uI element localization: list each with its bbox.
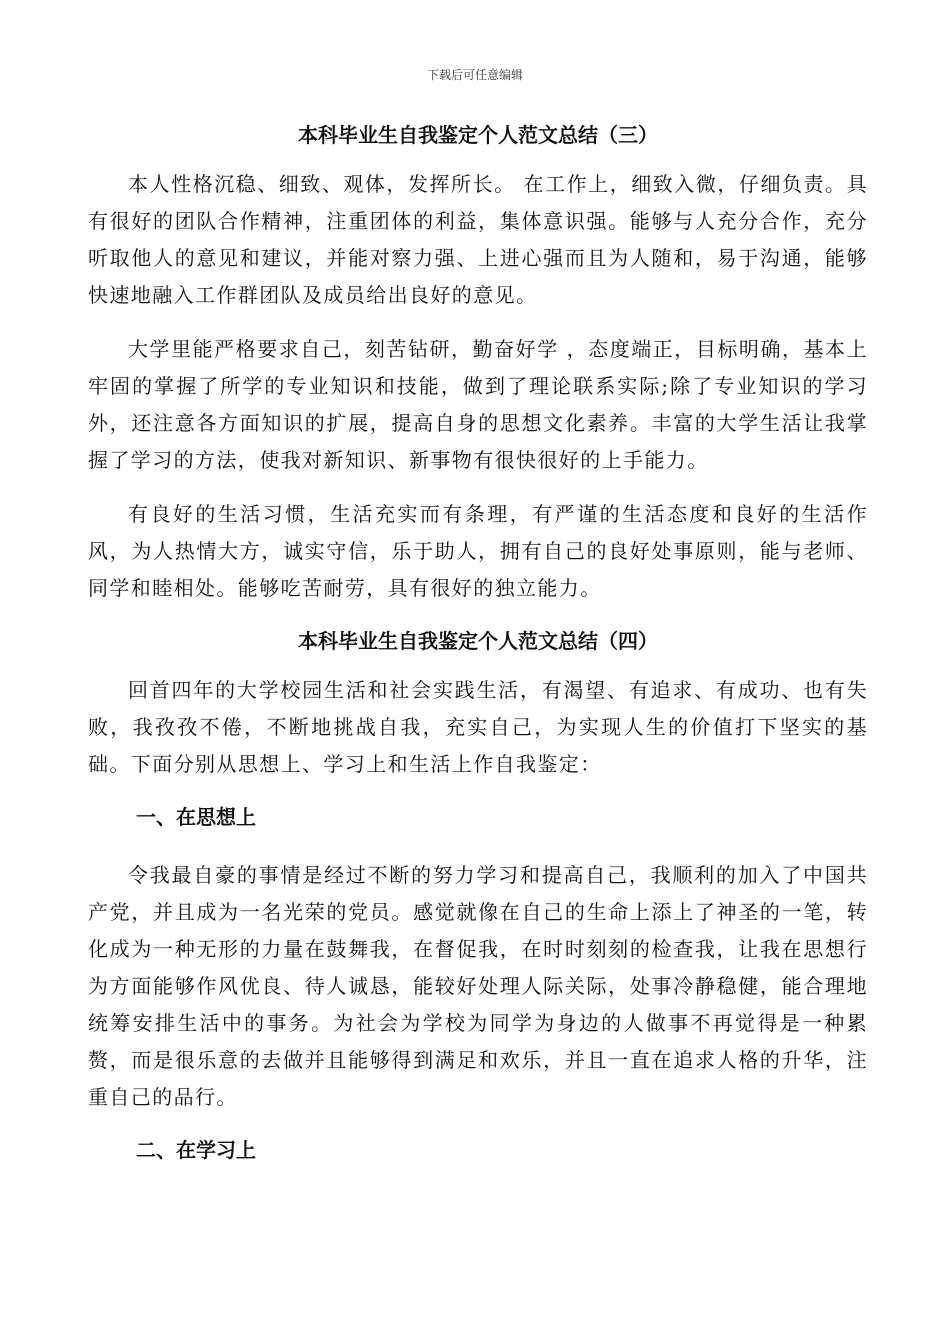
- paragraph: 回首四年的大学校园生活和社会实践生活，有渴望、有追求、有成功、也有失败，我孜孜不倦，不断地挑战自我，充实自己，为实现人生的价值打下坚实的基础。下面分别从思想上、学习上和生活上作自我鉴定：: [88, 678, 868, 776]
- paragraph: 令我最自豪的事情是经过不断的努力学习和提高自己，我顺利的加入了中国共产党，并且成为一名光荣的党员。感觉就像在自己的生命上添上了神圣的一笔，转化成为一种无形的力量在鼓舞我，在督促我，在时时刻刻的检查我，让我在思想行为方面能够作风优良、待人诚恳，能较好处理人际关际，处事冷静稳健，能合理地统筹安排生活中的事务。为社会为学校为同学为身边的人做事不再觉得是一种累赘，而是很乐意的去做并且能够得到满足和欢乐，并且一直在追求人格的升华，注重自己的品行。: [88, 863, 868, 1109]
- paragraph: 大学里能严格要求自己，刻苦钻研，勤奋好学 ，态度端正，目标明确，基本上牢固的掌握了所学的专业知识和技能，做到了理论联系实际;除了专业知识的学习外，还注意各方面知识的扩展，提高自身的思想文化素养。丰富的大学生活让我掌握了学习的方法，使我对新知识、新事物有很快很好的上手能力。: [88, 337, 868, 472]
- header-note: 下载后可任意编辑: [426, 68, 523, 82]
- paragraph: 本人性格沉稳、细致、观体，发挥所长。 在工作上，细致入微，仔细负责。具有很好的团队合作精神，注重团体的利益，集体意识强。能够与人充分合作，充分听取他人的意见和建议，并能对察力强、上进心强而且为人随和，易于沟通，能够快速地融入工作群团队及成员给出良好的意见。: [88, 172, 868, 307]
- section-title-3: 本科毕业生自我鉴定个人范文总结（三）: [298, 123, 658, 147]
- subheading-study: 二、在学习上: [136, 1138, 256, 1162]
- paragraph: 有良好的生活习惯，生活充实而有条理，有严谨的生活态度和良好的生活作风，为人热情大方，诚实守信，乐于助人，拥有自己的良好处事原则，能与老师、同学和睦相处。能够吃苦耐劳，具有很好的独立能力。: [88, 502, 868, 600]
- document-content: [88, 118, 868, 1190]
- section-title-4: 本科毕业生自我鉴定个人范文总结（四）: [298, 629, 658, 653]
- subheading-thought: 一、在思想上: [136, 805, 256, 829]
